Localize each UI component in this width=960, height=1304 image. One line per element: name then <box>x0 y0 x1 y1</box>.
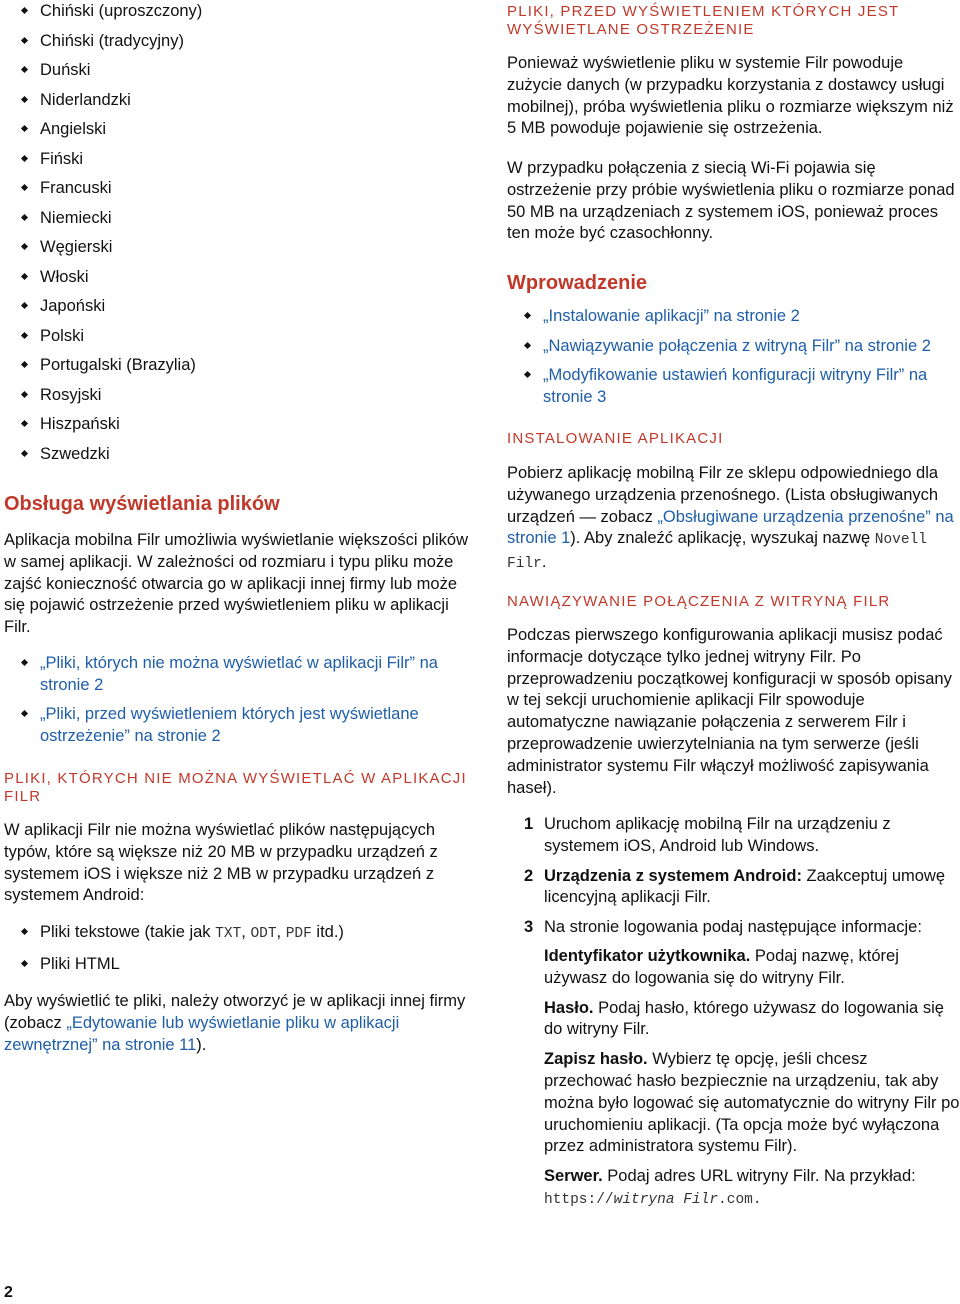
field-label: Zapisz hasło. <box>544 1050 648 1069</box>
list-item: Duński <box>4 60 474 82</box>
list-item: Japoński <box>4 296 474 318</box>
url-part: .com. <box>718 1191 762 1208</box>
code-app-name: Novell Filr <box>507 532 927 573</box>
title-part: NAWIĄZYWANIE POŁĄCZENIA Z WITRYNĄ <box>507 593 848 610</box>
list-item: Pliki HTML <box>4 954 474 976</box>
separator: , <box>276 923 286 941</box>
cannot-view-footer <box>4 991 474 1056</box>
list-item: Niderlandzki <box>4 90 474 112</box>
link-install[interactable]: „Instalowanie aplikacji” na stronie 2 <box>543 307 800 325</box>
warning-p2: W przypadku połączenia z siecią Wi-Fi pojawia się ostrzeżenie przy próbie wyświetlenia pliku o rozmiarze ponad 50 MB na urządzeniach z systemem iOS, ponieważ proces ten może być czasochłonny. <box>507 159 955 243</box>
subsection-title-cannot-view <box>4 770 474 806</box>
title-part: FILR <box>853 593 891 610</box>
title-part: PLIKI, KTÓRYCH NIE MOŻNA WYŚWIETLAĆ W APLIKACJI <box>4 770 467 787</box>
login-fields <box>507 946 960 1220</box>
field-description <box>507 946 960 990</box>
field-text: Podaj adres URL witryny Filr. Na przykład: <box>602 1167 916 1186</box>
list-item[interactable] <box>4 704 474 747</box>
list-item[interactable] <box>507 306 960 328</box>
field-label: Identyfikator użytkownika. <box>544 947 751 965</box>
intro-links <box>507 306 960 416</box>
field-description <box>507 1049 960 1158</box>
code-odt: ODT <box>250 926 277 942</box>
field-text: Wybierz tę opcję, jeśli chcesz przechować hasło bezpiecznie na urządzeniu, tak aby można było logować się automatycznie do witryny Filr po uruchomieniu aplikacji. (Ta opcja może być wyłączona przez administratora systemu Filr). <box>544 1050 960 1156</box>
list-item: Portugalski (Brazylia) <box>4 355 474 377</box>
field-text: Podaj hasło, którego używasz do logowania się do witryny Filr. <box>544 998 944 1039</box>
step-number: 2 <box>524 866 534 885</box>
connect-body: Podczas pierwszego konfigurowania aplikacji musisz podać informacje dotyczące tylko jednej witryny Filr. Po przeprowadzeniu początkowej konfiguracji w sposób opisany w tej sekcji uruchomienie aplikacji Filr spowoduje automatyczne nawiązanie połączenia z serwerem Filr i przeprowadzenie uwierzytelniania na tym serwerze (jeśli administrator systemu Filr włączył możliwość zapisywania haseł). <box>507 626 952 797</box>
list-item: Niemiecki <box>4 208 474 230</box>
link-warning[interactable]: „Pliki, przed wyświetleniem których jest wyświetlane ostrzeżenie” na stronie 2 <box>40 705 419 745</box>
step-text: Na stronie logowania podaj następujące informacje: <box>544 918 922 937</box>
list-item: Chiński (tradycyjny) <box>4 31 474 53</box>
footer-text: Aby wyświetlić te pliki, należy otworzyć je w aplikacji innej firmy (zobacz <box>4 992 466 1032</box>
item-text: itd.) <box>311 923 344 941</box>
field-label: Hasło. <box>544 998 594 1017</box>
title-part: FILR <box>4 788 42 805</box>
body-text: ). Aby znaleźć aplikację, wyszukaj nazwę <box>570 529 875 548</box>
install-body <box>507 463 960 576</box>
list-item: Hiszpański <box>4 414 474 436</box>
step-text: Zaakceptuj umowę licencyjną aplikacji Filr. <box>544 866 946 907</box>
subsection-title-connect <box>507 593 960 611</box>
body-text: . <box>541 553 547 572</box>
warning-p1: Ponieważ wyświetlenie pliku w systemie Filr powoduje zużycie danych (w przypadku korzystania z dostawcy usługi mobilnej), próba wyświetlenia pliku o rozmiarze większym niż 5 MB powoduje pojawienie się ostrzeżenia. <box>507 54 954 138</box>
list-item[interactable] <box>507 336 960 358</box>
list-item: Węgierski <box>4 237 474 259</box>
item-text: Pliki tekstowe (takie jak <box>40 923 216 941</box>
list-item: Francuski <box>4 178 474 200</box>
list-item: Szwedzki <box>4 444 474 466</box>
link-modify[interactable]: „Modyfikowanie ustawień konfiguracji witryny Filr” na stronie 3 <box>543 366 928 406</box>
code-txt: TXT <box>215 926 242 942</box>
body-text: Pobierz aplikację mobilną Filr ze sklepu odpowiedniego dla używanego urządzenia przenośnego. (Lista obsługiwanych urządzeń — zobacz <box>507 464 939 526</box>
list-item: Fiński <box>4 149 474 171</box>
link-external-edit[interactable]: „Edytowanie lub wyświetlanie pliku w aplikacji zewnętrznej” na stronie 11 <box>4 1013 400 1054</box>
cannot-view-body: W aplikacji Filr nie można wyświetlać plików następujących typów, które są większe niż 20 MB w przypadku urządzeń z systemem iOS i większe niż 2 MB w przypadku urządzeń z systemem Android: <box>4 821 438 905</box>
language-list <box>4 1 474 473</box>
subsection-title-warning: PLIKI, PRZED WYŚWIETLENIEM KTÓRYCH JEST WYŚWIETLANE OSTRZEŻENIE <box>507 3 900 38</box>
example-url <box>544 1192 762 1208</box>
separator: , <box>241 923 251 941</box>
footer-text: ). <box>196 1035 207 1054</box>
field-description <box>507 1166 960 1212</box>
field-label: Serwer. <box>544 1167 603 1186</box>
link-cannot-view[interactable]: „Pliki, których nie można wyświetlać w aplikacji Filr” na stronie 2 <box>40 654 438 694</box>
list-item: Angielski <box>4 119 474 141</box>
list-item: Polski <box>4 326 474 348</box>
step-text: Uruchom aplikację mobilną Filr na urządzeniu z systemem iOS, Android lub Windows. <box>544 815 891 855</box>
list-item: Chiński (uproszczony) <box>4 1 474 23</box>
code-pdf: PDF <box>285 926 312 942</box>
url-part: https:// <box>544 1191 614 1208</box>
step-number: 1 <box>524 815 534 833</box>
step-item <box>507 866 960 910</box>
section-title-viewing: Obsługa wyświetlania plików <box>4 493 280 515</box>
list-item[interactable] <box>507 365 960 408</box>
list-item: Włoski <box>4 267 474 289</box>
link-supported-devices[interactable]: „Obsługiwane urządzenia przenośne” na stronie 1 <box>507 507 954 548</box>
step-bold: Urządzenia z systemem Android: <box>544 866 802 885</box>
subsection-title-install: INSTALOWANIE APLIKACJI <box>507 430 724 447</box>
list-item[interactable] <box>4 653 474 696</box>
url-part: witryna Filr <box>613 1191 719 1208</box>
connect-steps <box>507 814 960 947</box>
viewing-links <box>4 653 474 755</box>
list-item <box>4 922 474 946</box>
viewing-intro: Aplikacja mobilna Filr umożliwia wyświetlanie większości plików w samej aplikacji. W zależności od rozmiaru i typu pliku może zajść konieczność otwarcia go w aplikacji innej firmy lub może się pojawić ostrzeżenie przed wyświetleniem pliku w aplikacji Filr. <box>4 531 468 637</box>
step-item <box>507 814 960 858</box>
field-text: Podaj nazwę, której używasz do logowania się do witryny Filr. <box>544 947 899 987</box>
step-item <box>507 917 960 939</box>
section-title-intro: Wprowadzenie <box>507 272 648 294</box>
file-type-list <box>4 922 474 983</box>
field-description <box>507 998 960 1042</box>
step-number: 3 <box>524 918 534 937</box>
list-item: Rosyjski <box>4 385 474 407</box>
link-connect[interactable]: „Nawiązywanie połączenia z witryną Filr” na stronie 2 <box>543 336 931 355</box>
page-number: 2 <box>4 1284 13 1301</box>
